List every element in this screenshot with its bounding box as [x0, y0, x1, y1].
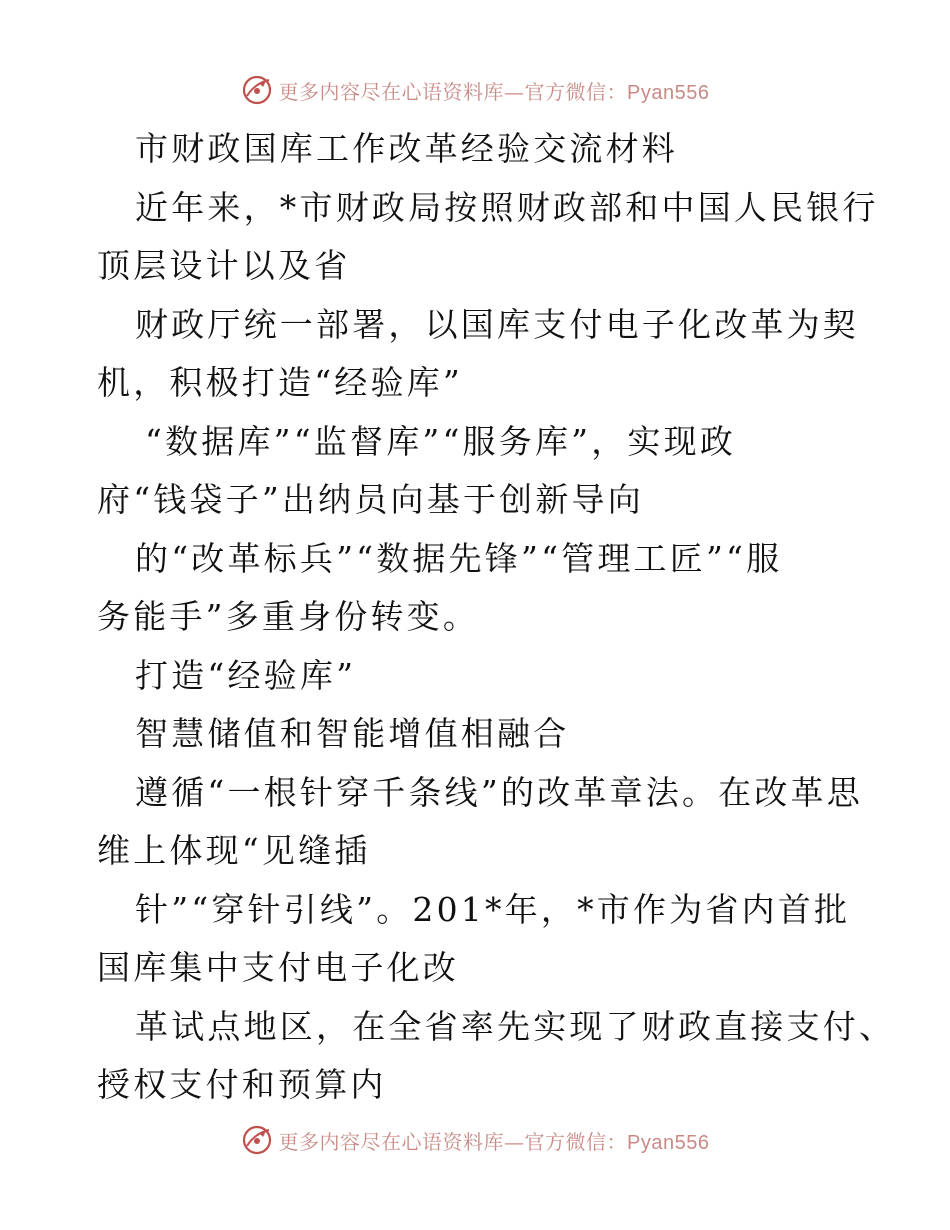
document-title: 市财政国库工作改革经验交流材料	[135, 129, 678, 168]
text-line: 顶层设计以及省	[97, 246, 351, 285]
watermark-text: 更多内容尽在心语资料库—官方微信：	[278, 1129, 628, 1154]
pen-nib-circle-icon	[241, 1124, 273, 1156]
text-line: 遵循“一根针穿千条线”的改革章法。在改革思	[135, 772, 863, 812]
pen-nib-circle-icon	[241, 74, 273, 106]
text-line: 维上体现“见缝插	[97, 831, 371, 870]
header-watermark	[0, 70, 950, 110]
text-line: 针”“穿针引线”。201*年，*市作为省内首批	[135, 889, 851, 929]
text-line: 革试点地区，在全省率先实现了财政直接支付、	[135, 1006, 896, 1046]
document-body	[97, 120, 896, 1115]
watermark-wechat-id: Pyan556	[627, 81, 710, 104]
watermark-text: 更多内容尽在心语资料库—官方微信：	[278, 79, 628, 104]
text-line: 授权支付和预算内	[97, 1065, 387, 1104]
footer-watermark	[0, 1120, 950, 1160]
text-line: “数据库”“监督库”“服务库”，实现政	[145, 421, 737, 461]
text-line: 近年来，*市财政局按照财政部和中国人民银行	[135, 187, 879, 227]
text-line: 国库集中支付电子化改	[97, 948, 459, 987]
text-line: 府“钱袋子”出纳员向基于创新导向	[97, 480, 644, 519]
text-line: 机，积极打造“经验库”	[97, 363, 463, 402]
section-subheading: 智慧储值和智能增值相融合	[135, 714, 570, 753]
text-line: 的“改革标兵”“数据先锋”“管理工匠”“服	[135, 538, 783, 578]
section-heading: 打造“经验库”	[135, 655, 357, 695]
text-line: 务能手”多重身份转变。	[97, 597, 480, 636]
watermark-wechat-id: Pyan556	[627, 1131, 710, 1154]
text-line: 财政厅统一部署，以国库支付电子化改革为契	[135, 304, 859, 344]
